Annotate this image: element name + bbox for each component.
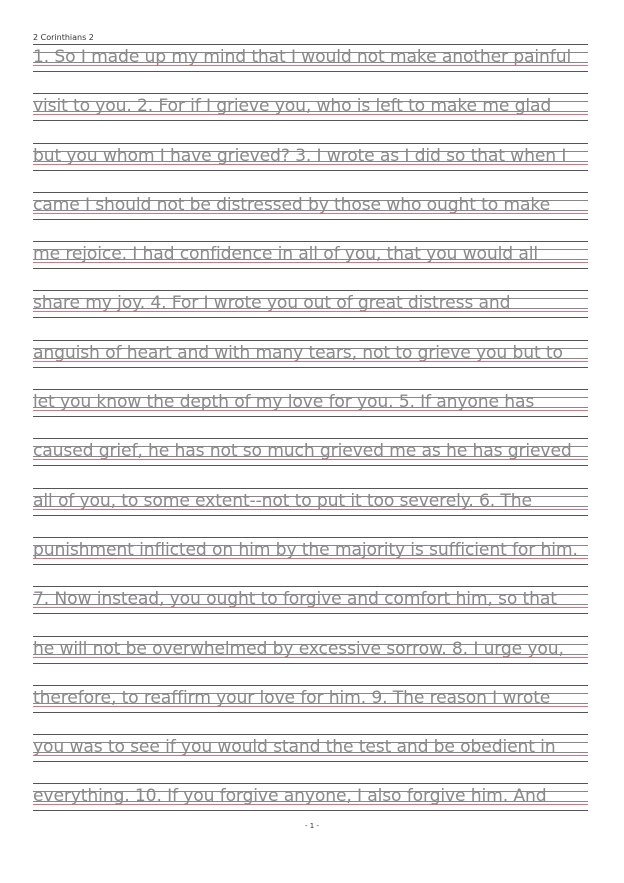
practice-line <box>33 438 588 487</box>
bottom-rule <box>33 170 588 171</box>
practice-line <box>33 340 588 389</box>
bottom-rule <box>33 761 588 762</box>
trace-text: but you whom I have grieved? 3. I wrote as I did so that when I <box>33 145 567 166</box>
bottom-rule <box>33 712 588 713</box>
trace-text: you was to see if you would stand the test and be obedient in <box>33 737 556 758</box>
bottom-rule <box>33 219 588 220</box>
trace-text: me rejoice. I had confidence in all of you, that you would all <box>33 244 538 265</box>
trace-text: everything. 10. If you forgive anyone, I also forgive him. And <box>33 786 547 807</box>
page-number: - 1 - <box>305 822 319 830</box>
practice-line <box>33 290 588 339</box>
practice-line <box>33 389 588 438</box>
practice-line <box>33 241 588 290</box>
practice-line <box>33 685 588 734</box>
bottom-rule <box>33 515 588 516</box>
trace-text: he will not be overwhelmed by excessive sorrow. 8. I urge you, <box>33 638 564 659</box>
bottom-rule <box>33 613 588 614</box>
trace-text: 1. So I made up my mind that I would not make another painful <box>33 47 572 67</box>
practice-line <box>33 192 588 241</box>
page-header: 2 Corinthians 2 <box>33 33 94 42</box>
practice-line <box>33 586 588 635</box>
bottom-rule <box>33 465 588 466</box>
practice-line <box>33 143 588 192</box>
trace-text: share my joy. 4. For I wrote you out of great distress and <box>33 293 511 314</box>
practice-line <box>33 537 588 586</box>
trace-text: visit to you. 2. For if I grieve you, who is left to make me glad <box>33 96 552 117</box>
trace-text: came I should not be distressed by those who ought to make <box>33 194 550 215</box>
bottom-rule <box>33 71 588 72</box>
bottom-rule <box>33 317 588 318</box>
practice-line <box>33 734 588 783</box>
practice-line <box>33 636 588 685</box>
trace-text: let you know the depth of my love for you. 5. If anyone has <box>33 392 535 413</box>
trace-text: anguish of heart and with many tears, not to grieve you but to <box>33 342 563 363</box>
trace-text: caused grief, he has not so much grieved me as he has grieved <box>33 441 572 462</box>
practice-line <box>33 44 588 93</box>
practice-line <box>33 93 588 142</box>
bottom-rule <box>33 268 588 269</box>
bottom-rule <box>33 663 588 664</box>
trace-text: all of you, to some extent--not to put it too severely. 6. The <box>33 490 532 511</box>
trace-text: 7. Now instead, you ought to forgive and comfort him, so that <box>33 589 557 610</box>
bottom-rule <box>33 810 588 811</box>
bottom-rule <box>33 564 588 565</box>
bottom-rule <box>33 120 588 121</box>
bottom-rule <box>33 416 588 417</box>
bottom-rule <box>33 367 588 368</box>
trace-text: punishment inflicted on him by the majority is sufficient for him. <box>33 539 578 560</box>
trace-text: therefore, to reaffirm your love for him. 9. The reason I wrote <box>33 687 551 708</box>
practice-line <box>33 488 588 537</box>
handwriting-practice-lines <box>33 44 588 833</box>
